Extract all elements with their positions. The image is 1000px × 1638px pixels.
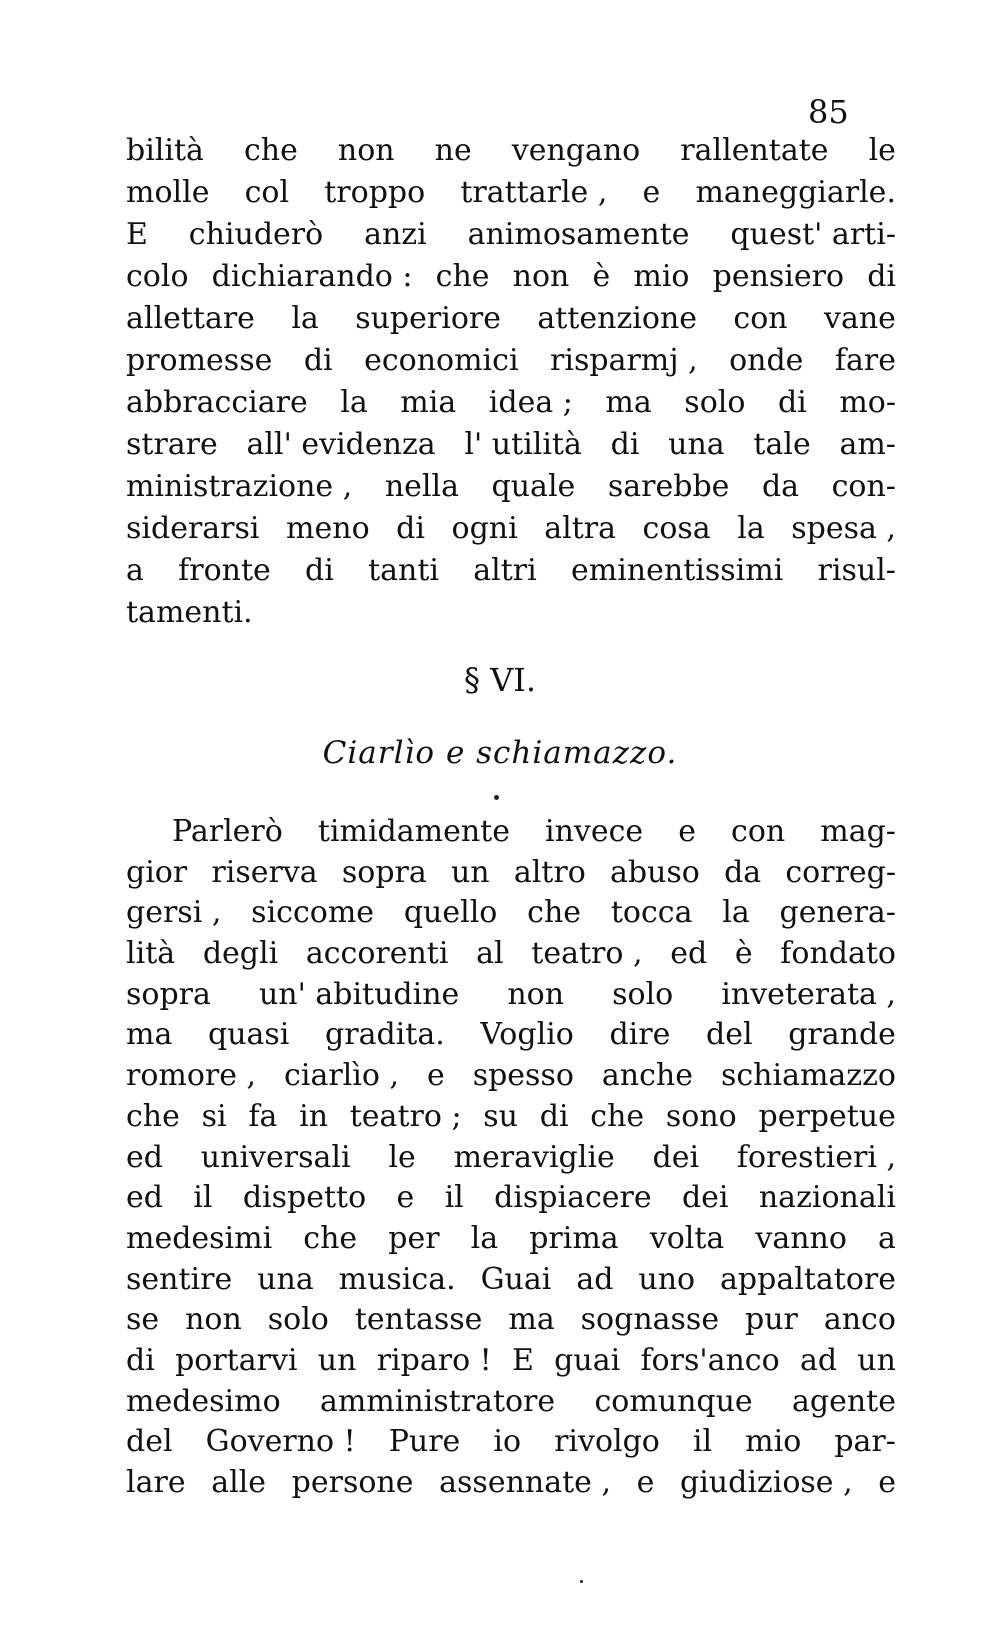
word: Governo ! <box>205 1424 356 1460</box>
word: ad <box>576 1261 614 1297</box>
word: inveterata , <box>721 976 896 1012</box>
word: vengano <box>511 133 641 168</box>
word: maneggiarle. <box>695 175 896 210</box>
word: persone <box>291 1465 414 1500</box>
word: da <box>724 854 762 890</box>
word: siccome <box>251 895 375 931</box>
word: siderarsi <box>126 511 260 546</box>
word: del <box>706 1017 753 1053</box>
word: ne <box>434 133 472 168</box>
word: animosamente <box>467 217 690 252</box>
word: del <box>126 1424 173 1460</box>
word: il <box>692 1424 713 1460</box>
word: dire <box>609 1017 671 1053</box>
word: mio <box>745 1424 802 1460</box>
ink-speck-mark <box>580 1580 583 1583</box>
word: rallentate <box>680 133 829 168</box>
word: il <box>444 1180 464 1216</box>
word: non <box>185 1302 242 1338</box>
word: quest' arti- <box>730 217 896 252</box>
word: tale <box>753 427 811 462</box>
text-line <box>126 172 896 214</box>
word: nella <box>384 469 459 504</box>
word: eminentissimi <box>571 553 784 588</box>
text-line <box>126 975 896 1016</box>
word: gior <box>126 854 188 890</box>
word: fronte <box>178 553 271 588</box>
word: lare <box>126 1465 186 1500</box>
word: vane <box>824 301 896 336</box>
text-line <box>126 1138 896 1179</box>
word: un' abitudine <box>258 976 460 1012</box>
word: pensiero <box>712 259 845 294</box>
word: riserva <box>211 854 318 890</box>
word: giudiziose , <box>680 1465 853 1500</box>
text-line <box>126 1300 896 1341</box>
word: forestieri , <box>736 1139 896 1175</box>
word: uno <box>638 1261 696 1297</box>
word: un <box>317 1342 357 1378</box>
word: troppo <box>324 175 426 210</box>
word: di <box>396 511 425 546</box>
word: fondato <box>780 936 896 972</box>
text-line <box>126 1422 896 1463</box>
text-line <box>126 256 896 298</box>
word: è <box>592 259 611 294</box>
word: sono <box>665 1098 737 1134</box>
word: riparo ! <box>376 1342 492 1378</box>
word: che <box>126 1098 180 1134</box>
word: dispiacere <box>494 1180 652 1216</box>
word: genera- <box>779 895 896 931</box>
word: ogni <box>451 511 518 546</box>
word: le <box>388 1139 416 1175</box>
text-line <box>126 1463 896 1504</box>
word: sognasse <box>580 1302 720 1338</box>
word: solo <box>612 976 674 1012</box>
text-line <box>126 893 896 934</box>
word: ed <box>126 1139 163 1175</box>
word: e <box>426 1058 445 1094</box>
word: con <box>731 814 786 849</box>
word: ma <box>126 1017 173 1053</box>
word: in <box>299 1098 329 1134</box>
word: perpetue <box>758 1098 896 1134</box>
word: e <box>642 175 661 210</box>
word: ma <box>605 385 652 420</box>
word: timidamente <box>317 814 510 849</box>
word: a <box>878 1220 896 1256</box>
word: meno <box>286 511 370 546</box>
word: sopra <box>341 854 427 890</box>
word: solo <box>267 1302 329 1338</box>
word: tentasse <box>354 1302 483 1338</box>
word: di <box>126 1342 155 1378</box>
word: col <box>244 175 290 210</box>
text-line <box>126 1382 896 1423</box>
text-line <box>126 550 896 592</box>
word: e <box>678 814 696 849</box>
word: nazionali <box>758 1180 896 1216</box>
word: un <box>857 1342 896 1378</box>
word: prima <box>529 1220 619 1256</box>
word: mia <box>400 385 457 420</box>
word: sarebbe <box>607 469 730 504</box>
word: di <box>539 1098 569 1134</box>
word: con- <box>831 469 896 504</box>
word: ad <box>799 1342 838 1378</box>
text-line <box>126 592 896 634</box>
word: risul- <box>817 553 896 588</box>
word: mo- <box>839 385 896 420</box>
word: pur <box>745 1302 798 1338</box>
word: guai <box>554 1342 621 1378</box>
word: all' evidenza <box>246 427 436 462</box>
word: schiamazzo <box>720 1058 896 1094</box>
word: portarvi <box>175 1342 298 1378</box>
word: ma <box>508 1302 555 1338</box>
word: altra <box>544 511 616 546</box>
text-line <box>126 1341 896 1382</box>
word: E <box>512 1342 534 1378</box>
word: sentire <box>126 1261 233 1297</box>
word: medesimo <box>126 1383 281 1419</box>
word: alle <box>211 1465 267 1500</box>
text-line <box>126 1178 896 1219</box>
word: invece <box>545 814 644 849</box>
word: la <box>470 1220 499 1256</box>
word: ministrazione , <box>126 469 353 504</box>
word: medesimi <box>126 1220 273 1256</box>
text-line <box>126 1260 896 1301</box>
word: attenzione <box>537 301 698 336</box>
word: l' utilità <box>464 427 582 462</box>
word: chiuderò <box>188 217 324 252</box>
word: spesa , <box>791 511 896 546</box>
text-line <box>126 1219 896 1260</box>
word: il <box>193 1180 213 1216</box>
word: tamenti. <box>126 595 253 630</box>
word: la <box>291 301 319 336</box>
word: la <box>340 385 368 420</box>
word: e <box>636 1465 655 1500</box>
word: anche <box>601 1058 693 1094</box>
text-line <box>126 1056 896 1097</box>
text-line <box>126 382 896 424</box>
word: am- <box>839 427 896 462</box>
word: a <box>126 553 144 588</box>
word: e <box>878 1465 896 1500</box>
word: romore , <box>126 1058 257 1094</box>
word: la <box>722 895 750 931</box>
word: fors'anco <box>640 1342 780 1378</box>
word: io <box>493 1424 522 1460</box>
word: teatro , <box>531 936 643 972</box>
word: abbracciare <box>126 385 308 420</box>
word: al <box>476 936 504 972</box>
text-line <box>126 508 896 550</box>
word: su <box>483 1098 518 1134</box>
word: ed <box>126 1180 163 1216</box>
word: una <box>257 1261 314 1297</box>
word: dispetto <box>242 1180 367 1216</box>
word: amministratore <box>319 1383 556 1419</box>
word: di <box>867 259 896 294</box>
word: par- <box>834 1424 896 1460</box>
word: degli <box>202 936 279 972</box>
word: lità <box>126 936 176 972</box>
section-title: Ciarlìo e schiamazzo. <box>322 735 678 771</box>
word: promesse <box>126 343 273 378</box>
word: e <box>396 1180 415 1216</box>
word: quale <box>491 469 576 504</box>
word: dei <box>681 1180 729 1216</box>
word: allettare <box>126 301 255 336</box>
word: meraviglie <box>453 1139 615 1175</box>
opening-paragraph <box>126 130 896 634</box>
word: dei <box>652 1139 700 1175</box>
text-line <box>126 130 896 172</box>
text-line <box>126 424 896 466</box>
word: si <box>201 1098 227 1134</box>
word: vanno <box>755 1220 847 1256</box>
word: colo <box>126 259 189 294</box>
word: mag- <box>820 814 896 849</box>
page-number: 85 <box>808 93 849 131</box>
word: per <box>388 1220 440 1256</box>
word: di <box>610 427 640 462</box>
word: trattarle , <box>460 175 608 210</box>
word: ed <box>670 936 708 972</box>
word: teatro ; <box>349 1098 462 1134</box>
word: altri <box>473 553 537 588</box>
word: dichiarando : <box>211 259 413 294</box>
word: altro <box>513 854 586 890</box>
text-line <box>126 1097 896 1138</box>
text-line <box>126 298 896 340</box>
word: la <box>737 511 765 546</box>
word: che <box>243 133 298 168</box>
word: non <box>507 976 565 1012</box>
word: Parlerò <box>172 814 283 849</box>
word: di <box>305 553 334 588</box>
word: gradita. <box>325 1017 445 1053</box>
word: anco <box>823 1302 896 1338</box>
text-line <box>126 466 896 508</box>
word: comunque <box>594 1383 753 1419</box>
word: fare <box>834 343 896 378</box>
word: grande <box>788 1017 896 1053</box>
word: idea ; <box>488 385 573 420</box>
word: ciarlìo , <box>284 1058 399 1094</box>
word: fa <box>248 1098 278 1134</box>
word: universali <box>200 1139 351 1175</box>
word: non <box>512 259 570 294</box>
word: tanti <box>368 553 440 588</box>
word: molle <box>126 175 210 210</box>
word: superiore <box>355 301 501 336</box>
word: mio <box>633 259 690 294</box>
word: che <box>435 259 490 294</box>
word: gersi , <box>126 895 222 931</box>
ink-speck-mark <box>494 795 499 800</box>
text-line <box>126 853 896 894</box>
word: le <box>868 133 896 168</box>
word: è <box>734 936 753 972</box>
word: non <box>337 133 395 168</box>
text-line <box>126 214 896 256</box>
section-number: § VI. <box>463 661 537 699</box>
word: abuso <box>609 854 700 890</box>
word: onde <box>729 343 804 378</box>
word: risparmj , <box>550 343 698 378</box>
word: anzi <box>364 217 427 252</box>
word: quello <box>403 895 498 931</box>
text-line <box>126 812 896 853</box>
word: musica. <box>338 1261 456 1297</box>
word: di <box>303 343 333 378</box>
word: strare <box>126 427 218 462</box>
word: cosa <box>642 511 711 546</box>
word: economici <box>364 343 519 378</box>
word: solo <box>684 385 746 420</box>
word: Pure <box>388 1424 461 1460</box>
word: assennate , <box>439 1465 611 1500</box>
word: di <box>777 385 807 420</box>
word: Voglio <box>480 1017 574 1053</box>
word: sopra <box>126 976 211 1012</box>
word: una <box>668 427 725 462</box>
word: Guai <box>480 1261 552 1297</box>
word: che <box>303 1220 358 1256</box>
word: accorenti <box>305 936 449 972</box>
word: rivolgo <box>554 1424 660 1460</box>
text-line <box>126 934 896 975</box>
word: quasi <box>207 1017 290 1053</box>
word: correg- <box>785 854 896 890</box>
word: da <box>761 469 800 504</box>
word: un <box>450 854 490 890</box>
word: che <box>590 1098 645 1134</box>
section-paragraph <box>126 812 896 1504</box>
text-line <box>126 340 896 382</box>
word: E <box>126 217 148 252</box>
word: se <box>126 1302 160 1338</box>
word: volta <box>649 1220 725 1256</box>
text-line <box>126 1015 896 1056</box>
word: appaltatore <box>720 1261 896 1297</box>
word: che <box>527 895 582 931</box>
word: agente <box>791 1383 896 1419</box>
word: tocca <box>610 895 693 931</box>
word: spesso <box>472 1058 574 1094</box>
word: bilità <box>126 133 204 168</box>
word: con <box>733 301 788 336</box>
